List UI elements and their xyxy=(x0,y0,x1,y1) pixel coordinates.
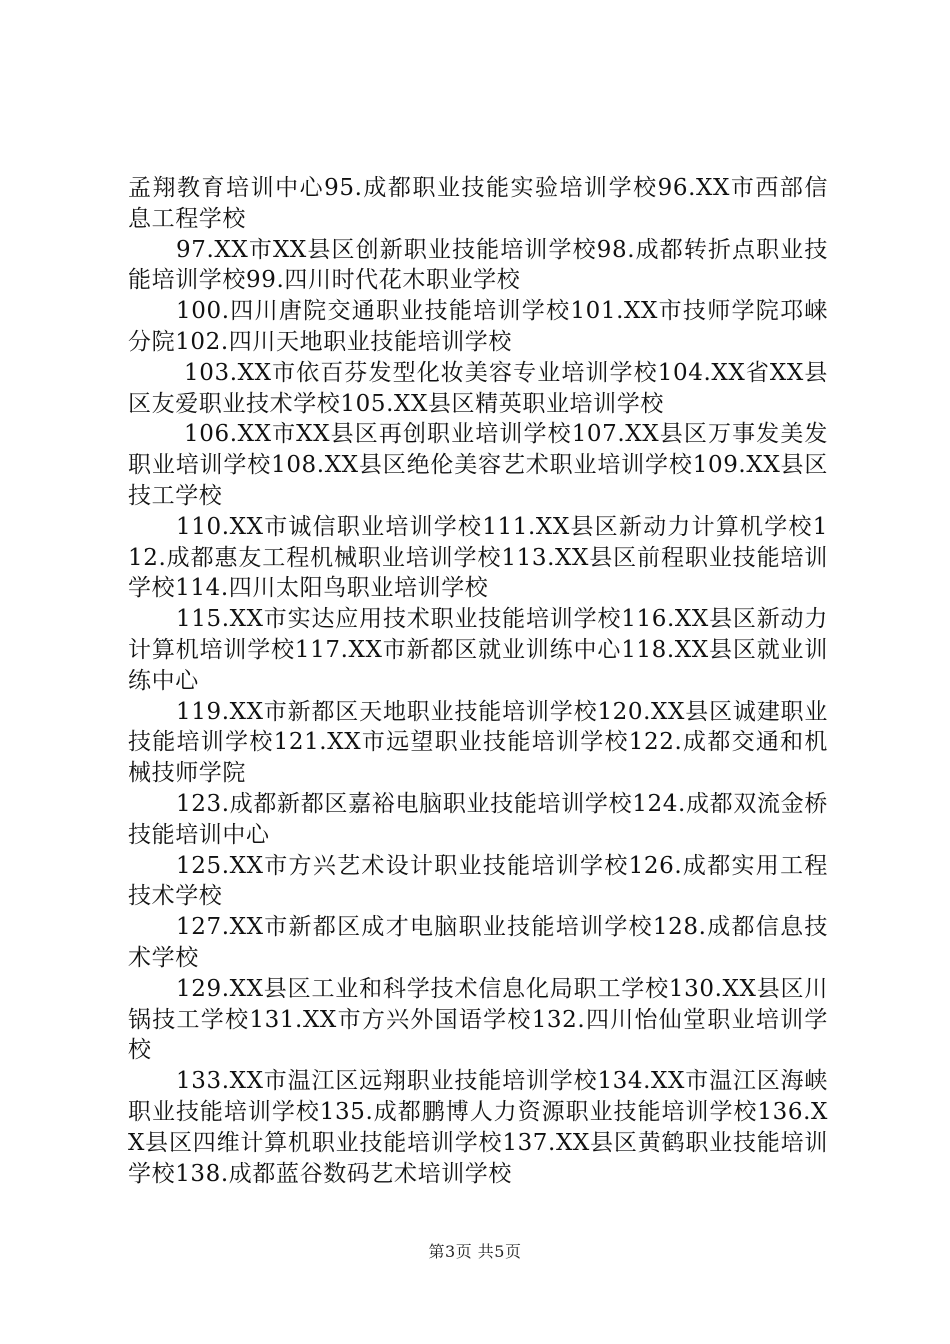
paragraph: 125.XX市方兴艺术设计职业技能培训学校126.成都实用工程技术学校 xyxy=(128,852,828,910)
paragraph: 129.XX县区工业和科学技术信息化局职工学校130.XX县区川锅技工学校131.XX市方兴外国语学校132.四川怡仙堂职业培训学校 xyxy=(128,975,828,1064)
paragraph: 119.XX市新都区天地职业技能培训学校120.XX县区诚建职业技能培训学校121.XX市远望职业技能培训学校122.成都交通和机械技师学院 xyxy=(128,698,828,787)
paragraph: 97.XX市XX县区创新职业技能培训学校98.成都转折点职业技能培训学校99.四川时代花木职业学校 xyxy=(128,236,828,294)
paragraph: 106.XX市XX县区再创职业培训学校107.XX县区万事发美发职业培训学校108.XX县区绝伦美容艺术职业培训学校109.XX县区技工学校 xyxy=(128,421,828,509)
page-number: 第3页 共5页 xyxy=(428,1242,522,1261)
paragraph: 133.XX市温江区远翔职业技能培训学校134.XX市温江区海峡职业技能培训学校135.成都鹏博人力资源职业技能培训学校136.XX县区四维计算机职业技能培训学校137.XX县区黄鹤职业技能培训学校138.成都蓝谷数码艺术培训学校 xyxy=(128,1068,828,1187)
paragraph: 115.XX市实达应用技术职业技能培训学校116.XX县区新动力计算机培训学校117.XX市新都区就业训练中心118.XX县区就业训练中心 xyxy=(128,606,828,694)
page-footer xyxy=(0,1241,950,1263)
paragraph: 127.XX市新都区成才电脑职业技能培训学校128.成都信息技术学校 xyxy=(128,914,828,971)
document-body xyxy=(128,173,828,1189)
paragraph: 110.XX市诚信职业培训学校111.XX县区新动力计算机学校112.成都惠友工程机械职业培训学校113.XX县区前程职业技能培训学校114.四川太阳鸟职业培训学校 xyxy=(128,513,828,602)
paragraph: 103.XX市依百芬发型化妆美容专业培训学校104.XX省XX县区友爱职业技术学校105.XX县区精英职业培训学校 xyxy=(128,359,828,417)
paragraph: 123.成都新都区嘉裕电脑职业技能培训学校124.成都双流金桥技能培训中心 xyxy=(128,790,828,848)
paragraph: 孟翔教育培训中心95.成都职业技能实验培训学校96.XX市西部信息工程学校 xyxy=(128,175,828,232)
paragraph: 100.四川唐院交通职业技能培训学校101.XX市技师学院邛崃分院102.四川天地职业技能培训学校 xyxy=(128,298,828,355)
